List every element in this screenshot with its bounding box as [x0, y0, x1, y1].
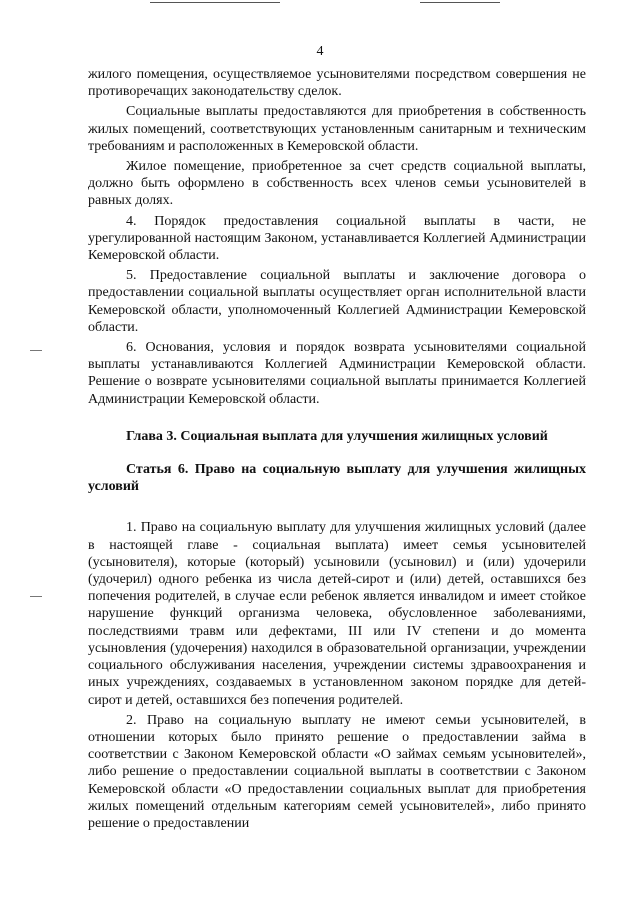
paragraph: 1. Право на социальную выплату для улучшения жилищных условий (далее в настоящей главе - социальная выплата) имеет семья усыновителей (усыновителя), которые (который) усыновили (усыновил) и (или) удочерили (удочерил) одного ребенка из числа детей-сирот и (или) детей, оставшихся без попечения родителей, в случае если ребенок является инвалидом и имеет стойкое нарушение функций организма человека, обусловленное заболеваниями, последствиями травм или дефектами, III или IV степени и до момента усыновления (удочерения) находился в образовательной организации, учреждении социального обслуживания населения, учреждении системы здравоохранения и иных учреждениях, создаваемых в установленном законом порядке для детей-сирот и детей, оставшихся без попечения родителей.: [88, 520, 586, 708]
paragraph: Жилое помещение, приобретенное за счет средств социальной выплаты, должно быть оформлено в собственность всех членов семьи усыновителей в равных долях.: [88, 159, 586, 209]
scan-edge-line: [420, 2, 500, 3]
margin-mark: [30, 596, 42, 597]
scan-edge-line: [150, 2, 280, 3]
chapter-title: Глава 3. Социальная выплата для улучшения жилищных условий: [126, 428, 548, 444]
document-body: [88, 66, 586, 835]
margin-mark: [30, 350, 42, 351]
paragraph: 6. Основания, условия и порядок возврата усыновителями социальной выплаты устанавливаются Коллегией Администрации Кемеровской области. Решение о возврате усыновителями социальной выплаты принимается Коллегией Администрации Кемеровской области.: [88, 340, 586, 407]
page-number: 4: [316, 44, 324, 59]
paragraph: 5. Предоставление социальной выплаты и заключение договора о предоставлении социальной выплаты осуществляет орган исполнительной власти Кемеровской области, уполномоченный Коллегией Администрации Кемеровской области.: [88, 268, 586, 335]
paragraph: 2. Право на социальную выплату не имеют семьи усыновителей, в отношении которых было принято решение о предоставлении займа в соответствии с Законом Кемеровской области «О займах семьям усыновителей», либо решение о предоставлении социальной выплаты в соответствии с Законом Кемеровской области «О предоставлении социальных выплат для приобретения жилых помещений отдельным категориям семей усыновителей», либо принято решение о предоставлении: [88, 712, 586, 831]
article-title: Статья 6. Право на социальную выплату для улучшения жилищных условий: [88, 462, 586, 495]
paragraph: жилого помещения, осуществляемое усыновителями посредством совершения не противоречащих законодательству сделок.: [88, 67, 586, 100]
paragraph: 4. Порядок предоставления социальной выплаты в части, не урегулированной настоящим Законом, устанавливается Коллегией Администрации Кемеровской области.: [88, 213, 586, 264]
paragraph: Социальные выплаты предоставляются для приобретения в собственность жилых помещений, соответствующих установленным санитарным и техническим требованиям и расположенных в Кемеровской области.: [88, 104, 586, 154]
